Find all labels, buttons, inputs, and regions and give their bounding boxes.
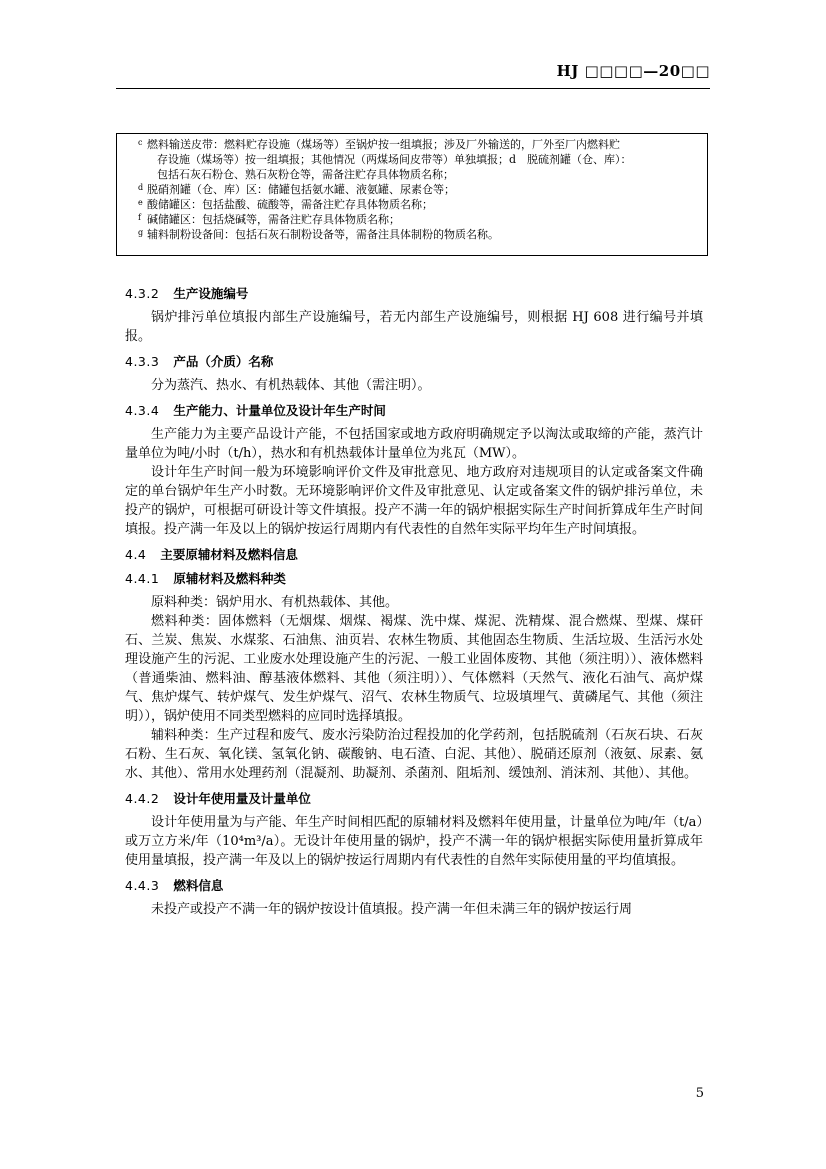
paragraph: 燃料种类：固体燃料（无烟煤、烟煤、褐煤、洗中煤、煤泥、洗精煤、混合燃煤、型煤、煤矸石、兰炭、焦炭、水煤浆、石油焦、油页岩、农林生物质、其他固态生物质、生活垃圾、生活污水处理设施产生的污泥、工业废水处理设施产生的污泥、一般工业固体废物、其他（须注明））、液体燃料（普通柴油、燃料油、醇基液体燃料、其他（须注明））、气体燃料（天然气、液化石油气、高炉煤气、焦炉煤气、转炉煤气、发生炉煤气、沼气、农林生物质气、垃圾填埋气、黄磷尾气、其他（须注明）），锅炉使用不同类型燃料的应同时选择填报。 <box>125 614 703 724</box>
paragraph: 设计年生产时间一般为环境影响评价文件及审批意见、地方政府对违规项目的认定或备案文件确定的单台锅炉年生产小时数。无环境影响评价文件及审批意见、认定或备案文件的锅炉排污单位，未投产的锅炉，可根据可研设计等文件填报。投产不满一年的锅炉根据实际生产时间折算成年生产时间填报。投产满一年及以上的锅炉按运行周期内有代表性的自然年实际平均年生产时间填报。 <box>125 465 703 537</box>
paragraph: 未投产或投产不满一年的锅炉按设计值填报。投产满一年但未满三年的锅炉按运行周 <box>151 902 633 917</box>
section-heading <box>125 284 703 302</box>
note-line: 存设施（煤场等）按一组填报；其他情况（两煤场间皮带等）单独填报；d 脱硫剂罐（仓、库）： <box>157 153 632 166</box>
section-number: 4.4 <box>125 547 147 562</box>
paragraph: 分为蒸汽、热水、有机热载体、其他（需注明）。 <box>151 378 431 393</box>
main-content <box>125 284 703 919</box>
note-marker: f <box>138 213 141 222</box>
paragraph: 生产能力为主要产品设计产能，不包括国家或地方政府明确规定予以淘汰或取缔的产能，蒸汽计量单位为吨/小时（t/h），热水和有机热载体计量单位为兆瓦（MW）。 <box>125 427 703 461</box>
table-note <box>138 227 697 242</box>
section-heading <box>125 352 703 370</box>
section-title: 产品（介质）名称 <box>173 354 274 369</box>
table-notes-box <box>116 133 708 256</box>
section-heading <box>125 789 703 807</box>
section-title: 燃料信息 <box>173 878 224 893</box>
note-marker: g <box>138 228 144 237</box>
section-title: 生产能力、计量单位及设计年生产时间 <box>173 403 386 418</box>
section-heading <box>125 401 703 419</box>
paragraph: 原料种类：锅炉用水、有机热载体、其他。 <box>151 595 399 610</box>
section-number: 4.4.3 <box>125 878 160 893</box>
section-title: 生产设施编号 <box>173 286 249 301</box>
paragraph: 设计年使用量为与产能、年生产时间相匹配的原辅材料及燃料年使用量，计量单位为吨/年（t/a）或万立方米/年（10⁴m³/a）。无设计年使用量的锅炉，投产不满一年的锅炉根据实际使用量折算成年使用量填报，投产满一年及以上的锅炉按运行周期内有代表性的自然年实际使用量的平均值填报。 <box>125 815 703 868</box>
note-line: 包括石灰石粉仓、熟石灰粉仓等，需备注贮存具体物质名称； <box>157 168 454 181</box>
paragraph: 辅料种类：生产过程和废气、废水污染防治过程投加的化学药剂，包括脱硫剂（石灰石块、石灰石粉、生石灰、氧化镁、氢氧化钠、碳酸钠、电石渣、白泥、其他）、脱硝还原剂（液氨、尿素、氨水、其他）、常用水处理药剂（混凝剂、助凝剂、杀菌剂、阻垢剂、缓蚀剂、消沫剂、其他）、其他。 <box>125 728 703 781</box>
table-note <box>138 212 697 227</box>
header-rule <box>116 88 710 89</box>
section-title: 原辅材料及燃料种类 <box>173 571 286 586</box>
page-number: 5 <box>695 1086 704 1101</box>
section-heading <box>125 569 703 587</box>
section-number: 4.3.3 <box>125 354 160 369</box>
note-marker: c <box>138 138 143 147</box>
section-number: 4.4.1 <box>125 571 160 586</box>
note-line: 脱硝剂罐（仓、库）区：储罐包括氨水罐、液氨罐、尿素仓等； <box>147 183 455 196</box>
note-marker: e <box>138 198 143 207</box>
section-title: 设计年使用量及计量单位 <box>173 791 311 806</box>
section-title: 主要原辅材料及燃料信息 <box>160 547 298 562</box>
section-heading <box>125 545 703 563</box>
section-heading <box>125 876 703 894</box>
note-line: 碱储罐区：包括烧碱等，需备注贮存具体物质名称； <box>147 213 400 226</box>
table-note <box>138 137 697 182</box>
document-code: HJ □□□□—20□□ <box>556 62 710 80</box>
table-note <box>138 197 697 212</box>
note-line: 辅料制粉设备间：包括石灰石制粉设备等，需备注具体制粉的物质名称。 <box>147 228 499 241</box>
section-number: 4.3.4 <box>125 403 160 418</box>
note-line: 酸储罐区：包括盐酸、硫酸等，需备注贮存具体物质名称； <box>147 198 433 211</box>
note-line: 燃料输送皮带：燃料贮存设施（煤场等）至锅炉按一组填报；涉及厂外输送的，厂外至厂内燃料贮 <box>147 138 620 151</box>
paragraph: 锅炉排污单位填报内部生产设施编号，若无内部生产设施编号，则根据 HJ 608 进行编号并填报。 <box>125 310 703 344</box>
section-number: 4.3.2 <box>125 286 160 301</box>
note-marker: d <box>138 183 144 192</box>
section-number: 4.4.2 <box>125 791 160 806</box>
table-note <box>138 182 697 197</box>
